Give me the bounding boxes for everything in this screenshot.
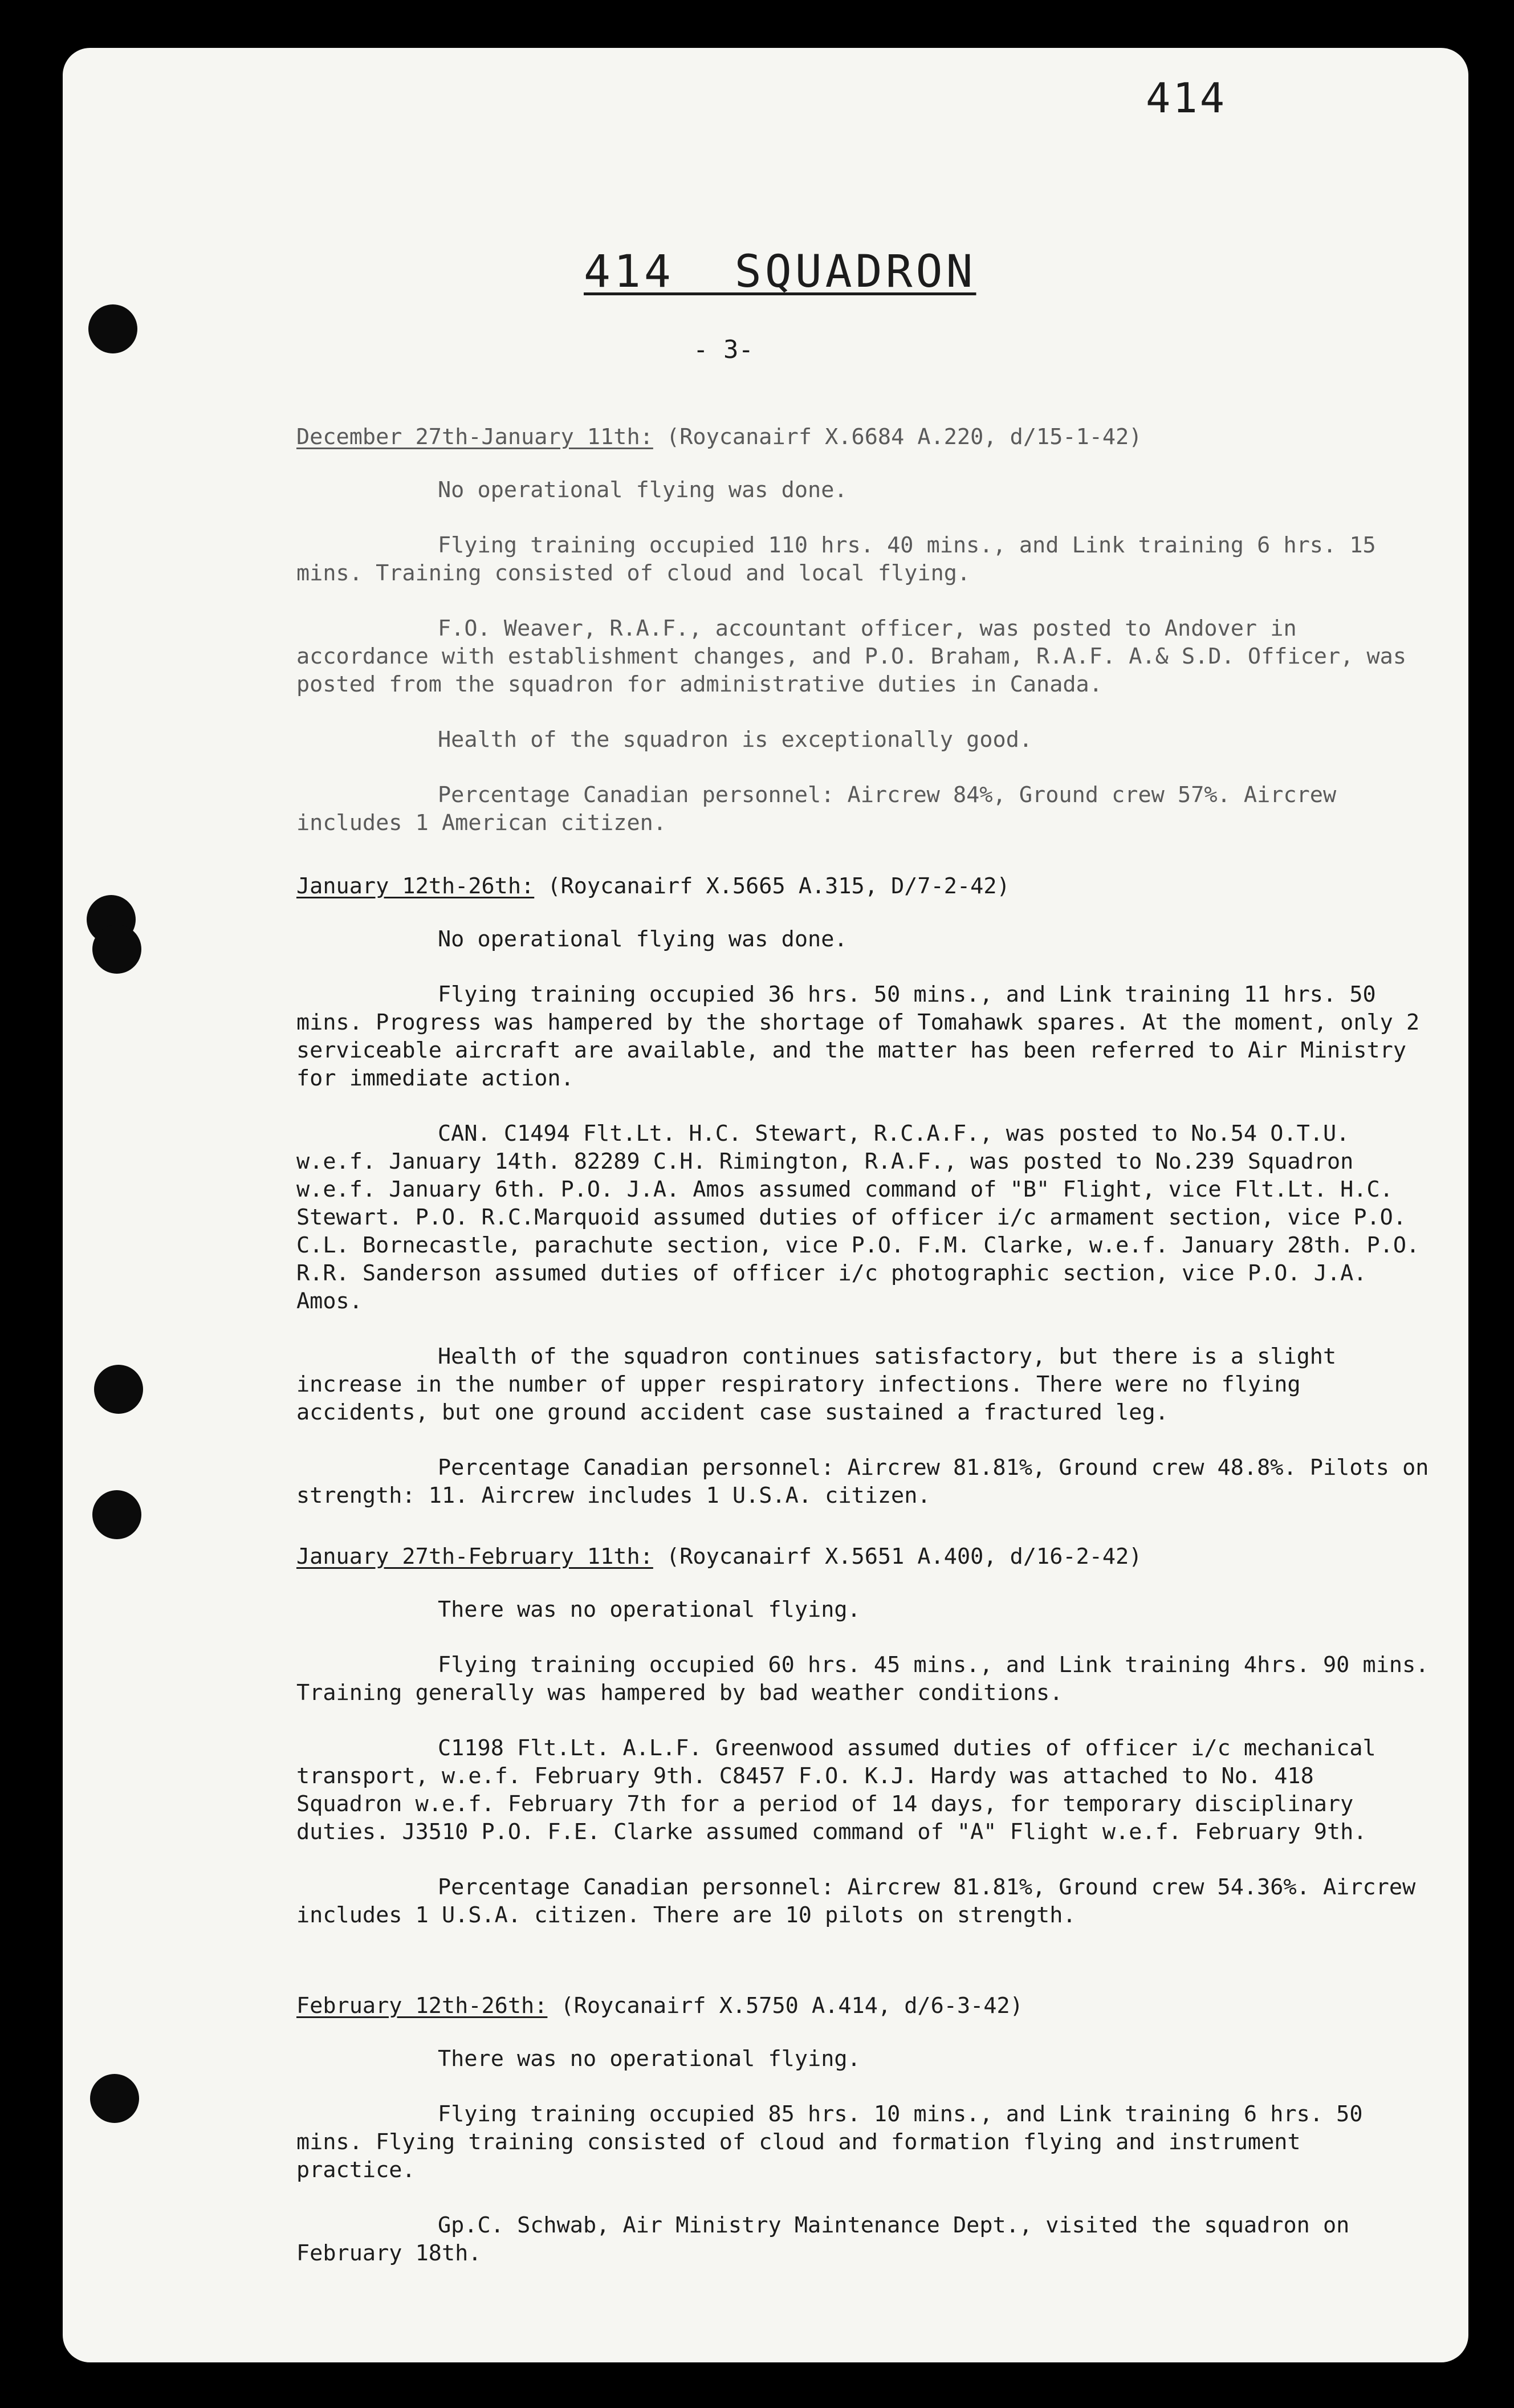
entry-paragraph: CAN. C1494 Flt.Lt. H.C. Stewart, R.C.A.F., was posted to No.54 O.T.U. w.e.f. January 14th. 82289 C.H. Rimington, R.A.F., was posted to No.239 Squadron w.e.f. January 6th. P.O. J.A. Amos assumed command of "B" Flight, vice Flt.Lt. H.C. Stewart. P.O. R.C.Marquoid assumed duties of officer i/c armament section, vice P.O. C.L. Bornecastle, parachute section, vice P.O. F.M. Clarke, w.e.f. January 28th. P.O. R.R. Sanderson assumed duties of officer i/c photographic section, vice P.O. J.A. Amos. (296, 1121, 1420, 1314)
page-number: 414 (1146, 74, 1227, 122)
entry-reference: (Roycanairf X.5750 A.414, d/6-3-42) (560, 1993, 1023, 2019)
entry-heading (296, 1992, 1431, 2020)
entry-reference: (Roycanairf X.6684 A.220, d/15-1-42) (666, 424, 1142, 450)
punch-hole (94, 1365, 143, 1414)
punch-hole (88, 304, 137, 353)
entry-paragraph: Percentage Canadian personnel: Aircrew 81.81%, Ground crew 54.36%. Aircrew includes 1 U.S.A. citizen. There are 10 pilots on strength. (296, 1874, 1416, 1928)
entry-feb12-26 (296, 1992, 1431, 2295)
entry-paragraph: No operational flying was done. (438, 477, 848, 503)
entry-heading (296, 1543, 1431, 1571)
entry-reference: (Roycanairf X.5665 A.315, D/7-2-42) (547, 873, 1010, 899)
entry-paragraph: C1198 Flt.Lt. A.L.F. Greenwood assumed duties of officer i/c mechanical transport, w.e.f. February 9th. C8457 F.O. K.J. Hardy was attached to No. 418 Squadron w.e.f. February 7th for a period of 14 days, for temporary disciplinary duties. J3510 P.O. F.E. Clarke assumed command of "A" Flight w.e.f. February 9th. (296, 1735, 1376, 1845)
entry-paragraph: Percentage Canadian personnel: Aircrew 84%, Ground crew 57%. Aircrew includes 1 American citizen. (296, 782, 1337, 836)
punch-hole (92, 1490, 141, 1539)
entry-paragraph: Percentage Canadian personnel: Aircrew 81.81%, Ground crew 48.8%. Pilots on strength: 11. Aircrew includes 1 U.S.A. citizen. (296, 1455, 1429, 1508)
punch-hole (92, 925, 141, 974)
entry-reference: (Roycanairf X.5651 A.400, d/16-2-42) (666, 1544, 1142, 1569)
entry-paragraph: Flying training occupied 36 hrs. 50 mins., and Link training 11 hrs. 50 mins. Progress was hampered by the shortage of Tomahawk spares. At the moment, only 2 serviceable aircraft are available, and the matter has been referred to Air Ministry for immediate action. (296, 982, 1420, 1091)
entry-paragraph: Gp.C. Schwab, Air Ministry Maintenance Dept., visited the squadron on February 18th. (296, 2212, 1350, 2266)
entry-date: December 27th-January 11th: (296, 424, 653, 450)
entry-date: January 12th-26th: (296, 873, 535, 899)
punch-hole (90, 2074, 139, 2123)
entry-paragraph: There was no operational flying. (438, 1597, 861, 1622)
entry-paragraph: No operational flying was done. (438, 926, 848, 952)
entry-heading (296, 423, 1431, 451)
entry-jan12-26 (296, 872, 1431, 1537)
entry-date: January 27th-February 11th: (296, 1544, 653, 1569)
entry-paragraph: Health of the squadron continues satisfactory, but there is a slight increase in the number of upper respiratory infections. There were no flying accidents, but one ground accident case sustained a fractured leg. (296, 1344, 1337, 1425)
entry-dec27-jan11 (296, 423, 1431, 864)
entry-heading (296, 872, 1431, 900)
entry-paragraph: Flying training occupied 60 hrs. 45 mins., and Link training 4hrs. 90 mins. Training generally was hampered by bad weather conditions. (296, 1652, 1429, 1706)
page-title: 414 SQUADRON (584, 246, 976, 298)
entry-paragraph: F.O. Weaver, R.A.F., accountant officer, was posted to Andover in accordance with establishment changes, and P.O. Braham, R.A.F. A.& S.D. Officer, was posted from the squadron for administrative duties in Canada. (296, 616, 1407, 697)
entry-paragraph: Flying training occupied 110 hrs. 40 mins., and Link training 6 hrs. 15 mins. Training consisted of cloud and local flying. (296, 532, 1376, 586)
entry-date: February 12th-26th: (296, 1993, 548, 2019)
entry-paragraph: Flying training occupied 85 hrs. 10 mins., and Link training 6 hrs. 50 mins. Flying training consisted of cloud and formation flying and instrument practice. (296, 2101, 1363, 2183)
sub-page-number: - 3- (693, 335, 754, 364)
entry-paragraph: There was no operational flying. (438, 2046, 861, 2072)
entry-paragraph: Health of the squadron is exceptionally good. (438, 727, 1033, 752)
entry-jan27-feb11 (296, 1543, 1431, 1956)
